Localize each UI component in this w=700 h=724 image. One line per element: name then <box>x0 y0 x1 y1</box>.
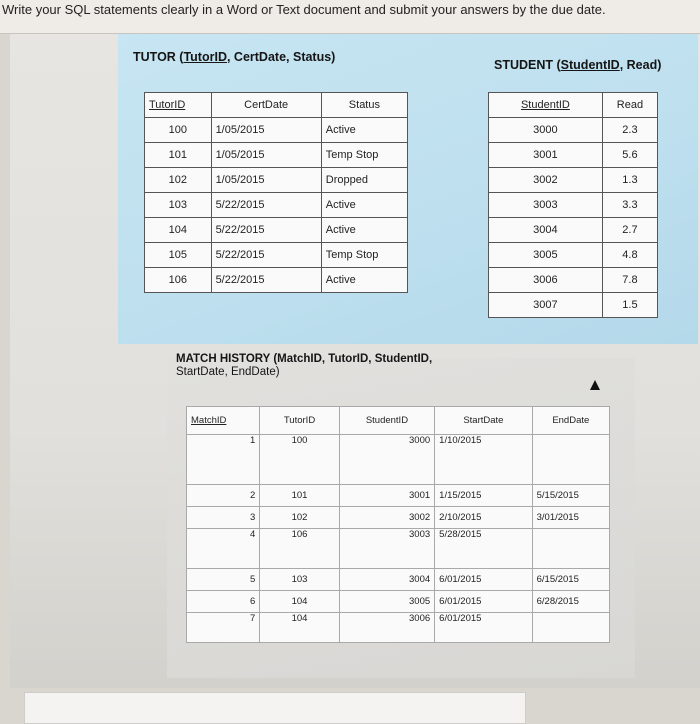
table-cell: 3007 <box>489 293 603 318</box>
table-cell: 103 <box>260 569 339 591</box>
table-cell: 6/01/2015 <box>435 591 532 613</box>
tutor-header-cell: CertDate <box>211 93 321 118</box>
table-cell: Temp Stop <box>321 143 407 168</box>
tutor-title-suffix: , CertDate, Status) <box>226 50 336 64</box>
mouse-pointer-icon <box>590 380 600 390</box>
table-cell: 1.3 <box>602 168 657 193</box>
student-header-row <box>489 93 658 118</box>
table-row <box>489 218 658 243</box>
table-cell: 101 <box>145 143 212 168</box>
table-cell <box>532 613 609 643</box>
table-cell: 100 <box>145 118 212 143</box>
tutor-table <box>144 92 408 293</box>
table-cell: Temp Stop <box>321 243 407 268</box>
table-cell: 3005 <box>489 243 603 268</box>
tutor-header-row <box>145 93 408 118</box>
table-cell: 5/15/2015 <box>532 485 609 507</box>
match-header-cell: EndDate <box>532 407 609 435</box>
table-row <box>145 193 408 218</box>
tutor-header-cell: TutorID <box>145 93 212 118</box>
table-cell: 3004 <box>489 218 603 243</box>
table-cell: 1/05/2015 <box>211 118 321 143</box>
table-cell: 5/28/2015 <box>435 529 532 569</box>
table-cell: 6/28/2015 <box>532 591 609 613</box>
table-row <box>489 168 658 193</box>
table-cell: 3 <box>187 507 260 529</box>
table-cell: 5/22/2015 <box>211 243 321 268</box>
table-cell: 104 <box>145 218 212 243</box>
worksheet-photo <box>10 34 700 688</box>
match-header-cell: StartDate <box>435 407 532 435</box>
table-cell: 2.3 <box>602 118 657 143</box>
answer-textbox[interactable] <box>24 692 526 724</box>
table-row <box>489 243 658 268</box>
student-title-key: StudentID <box>560 58 620 72</box>
table-row <box>489 143 658 168</box>
table-cell: 5 <box>187 569 260 591</box>
table-row <box>489 193 658 218</box>
table-row <box>187 529 610 569</box>
table-cell: Active <box>321 268 407 293</box>
table-cell: 3004 <box>339 569 434 591</box>
table-row <box>489 268 658 293</box>
table-cell: 2/10/2015 <box>435 507 532 529</box>
student-header-cell: Read <box>602 93 657 118</box>
table-cell: 103 <box>145 193 212 218</box>
table-cell: 3.3 <box>602 193 657 218</box>
table-row <box>145 168 408 193</box>
table-row <box>489 118 658 143</box>
table-row <box>145 243 408 268</box>
table-cell: 3003 <box>489 193 603 218</box>
table-cell: 1.5 <box>602 293 657 318</box>
table-cell: 6/01/2015 <box>435 613 532 643</box>
table-cell: 5/22/2015 <box>211 268 321 293</box>
table-row <box>187 435 610 485</box>
table-row <box>145 118 408 143</box>
table-cell: 105 <box>145 243 212 268</box>
table-row <box>145 268 408 293</box>
tutor-header-cell: Status <box>321 93 407 118</box>
table-cell: 1/05/2015 <box>211 168 321 193</box>
table-row <box>187 613 610 643</box>
match-header-cell: MatchID <box>187 407 260 435</box>
table-cell: 6/15/2015 <box>532 569 609 591</box>
table-cell: 4 <box>187 529 260 569</box>
table-row <box>187 569 610 591</box>
table-cell: 3002 <box>339 507 434 529</box>
table-cell: 3003 <box>339 529 434 569</box>
student-title-prefix: STUDENT ( <box>494 58 561 72</box>
table-cell: 2 <box>187 485 260 507</box>
table-cell: 2.7 <box>602 218 657 243</box>
table-cell: 3002 <box>489 168 603 193</box>
table-cell: 100 <box>260 435 339 485</box>
table-cell: 1/10/2015 <box>435 435 532 485</box>
student-table <box>488 92 658 318</box>
table-cell: 1/15/2015 <box>435 485 532 507</box>
match-history-title <box>176 353 432 379</box>
table-cell: 3006 <box>489 268 603 293</box>
table-row <box>489 293 658 318</box>
table-cell: Active <box>321 193 407 218</box>
table-cell: 3001 <box>489 143 603 168</box>
table-cell: 1/05/2015 <box>211 143 321 168</box>
table-cell <box>532 435 609 485</box>
table-row <box>187 507 610 529</box>
table-cell: 5/22/2015 <box>211 193 321 218</box>
match-history-table <box>186 406 610 643</box>
student-title-suffix: , Read) <box>619 58 662 72</box>
table-cell: 102 <box>260 507 339 529</box>
table-cell: 1 <box>187 435 260 485</box>
table-cell: 6 <box>187 591 260 613</box>
match-title-line2: StartDate, EndDate) <box>176 366 280 378</box>
student-title <box>494 58 661 72</box>
table-cell: 106 <box>145 268 212 293</box>
table-cell: 3000 <box>489 118 603 143</box>
table-row <box>145 218 408 243</box>
instruction-text: Write your SQL statements clearly in a Word or Text document and submit your answers by the due date. <box>2 2 606 17</box>
table-cell: 6/01/2015 <box>435 569 532 591</box>
table-cell: Active <box>321 218 407 243</box>
table-cell: 104 <box>260 613 339 643</box>
table-cell: Dropped <box>321 168 407 193</box>
table-row <box>187 591 610 613</box>
table-cell <box>532 529 609 569</box>
table-row <box>187 485 610 507</box>
match-header-row <box>187 407 610 435</box>
table-cell: 7.8 <box>602 268 657 293</box>
tutor-title-prefix: TUTOR ( <box>133 50 184 64</box>
match-title-line1: MATCH HISTORY (MatchID, TutorID, StudentID, <box>176 353 433 365</box>
table-cell: 3006 <box>339 613 434 643</box>
table-cell: 3000 <box>339 435 434 485</box>
table-cell: 101 <box>260 485 339 507</box>
match-header-cell: StudentID <box>339 407 434 435</box>
table-cell: 104 <box>260 591 339 613</box>
match-header-cell: TutorID <box>260 407 339 435</box>
tutor-title <box>133 50 335 64</box>
tutor-title-key: TutorID <box>183 50 227 64</box>
table-cell: 7 <box>187 613 260 643</box>
student-header-cell: StudentID <box>489 93 603 118</box>
table-row <box>145 143 408 168</box>
table-cell: 4.8 <box>602 243 657 268</box>
table-cell: 3/01/2015 <box>532 507 609 529</box>
table-cell: 102 <box>145 168 212 193</box>
table-cell: 5/22/2015 <box>211 218 321 243</box>
table-cell: 5.6 <box>602 143 657 168</box>
instruction-bar <box>0 0 700 34</box>
table-cell: 3001 <box>339 485 434 507</box>
table-cell: Active <box>321 118 407 143</box>
table-cell: 106 <box>260 529 339 569</box>
table-cell: 3005 <box>339 591 434 613</box>
